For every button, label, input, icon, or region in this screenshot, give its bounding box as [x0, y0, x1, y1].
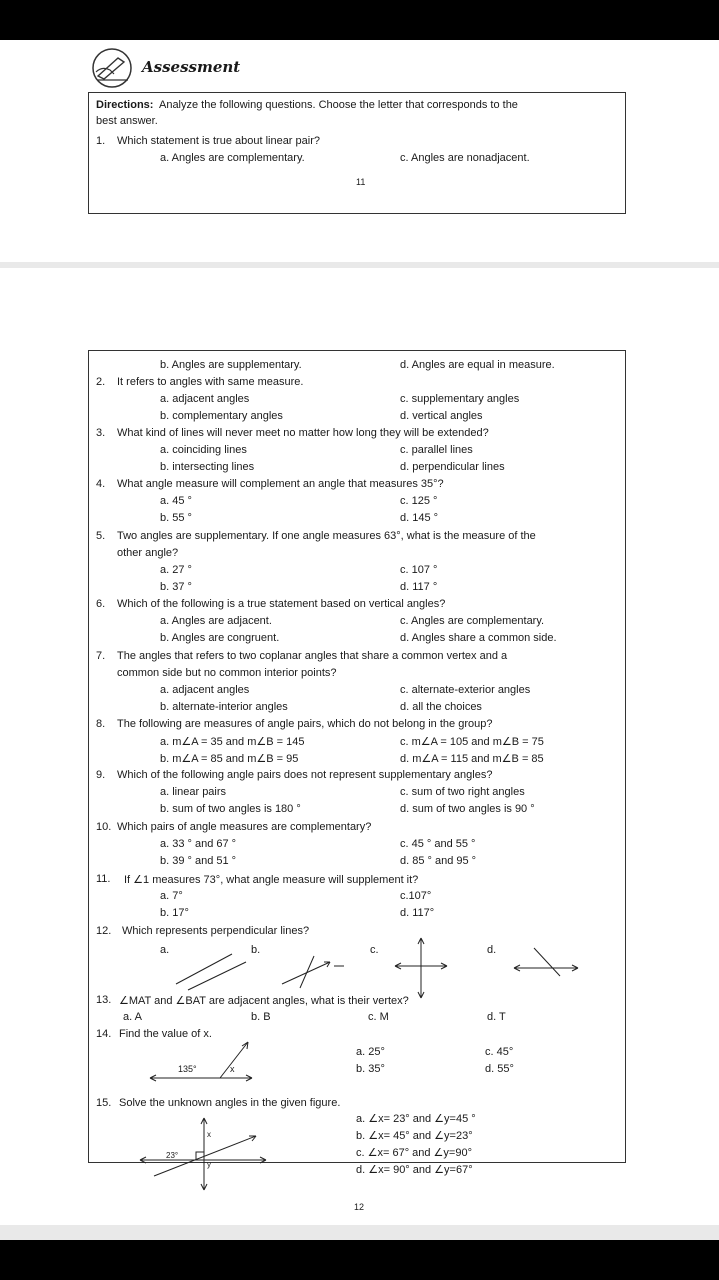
choice-d: d. 55°	[485, 1063, 514, 1075]
choice-c: c.	[370, 944, 379, 956]
question-number: 14.	[96, 1028, 112, 1040]
choice-c: c. m∠A = 105 and m∠B = 75	[400, 736, 544, 748]
choice-c: c. M	[368, 1011, 389, 1023]
choice-b: b. intersecting lines	[160, 461, 255, 473]
choice-a: a. 33 ° and 67 °	[160, 838, 237, 850]
question-text: Which statement is true about linear pair?	[117, 135, 320, 147]
choice-c: c. sum of two right angles	[400, 786, 525, 798]
question-number: 6.	[96, 598, 106, 610]
choice-c: c.107°	[400, 890, 432, 902]
question-text: Two angles are supplementary. If one angle measures 63°, what is the measure of the	[117, 530, 536, 542]
question-text: What kind of lines will never meet no matter how long they will be extended?	[117, 427, 489, 439]
choice-b: b.	[251, 944, 261, 956]
question-text: Which of the following angle pairs does not represent supplementary angles?	[117, 769, 493, 781]
choice-d: d. 117 °	[400, 581, 438, 593]
variable-label: x	[230, 1064, 235, 1074]
question-text: The following are measures of angle pairs, which do not belong in the group?	[117, 718, 493, 730]
choice-b: b. m∠A = 85 and m∠B = 95	[160, 753, 299, 765]
choice-a: a. adjacent angles	[160, 684, 250, 696]
y-label: y	[207, 1160, 211, 1169]
question-number: 1.	[96, 135, 106, 147]
choice-b: b. 17°	[160, 907, 189, 919]
question-number: 2.	[96, 376, 106, 388]
choice-a: a. 7°	[160, 890, 183, 902]
choice-c: c. supplementary angles	[400, 393, 520, 405]
choice-b: b. 35°	[356, 1063, 385, 1075]
choice-a: a. Angles are complementary.	[160, 152, 305, 164]
intersecting-lines-figure	[278, 952, 348, 992]
top-status-bar	[0, 0, 719, 40]
choice-d: d. Angles are equal in measure.	[400, 359, 555, 371]
perpendicular-transversal-figure	[138, 1114, 268, 1194]
choice-a: a. 27 °	[160, 564, 192, 576]
choice-b: b. sum of two angles is 180 °	[160, 803, 301, 815]
choice-b: b. Angles are congruent.	[160, 632, 280, 644]
choice-d: d. vertical angles	[400, 410, 483, 422]
choice-a: a. linear pairs	[160, 786, 227, 798]
choice-d: d. m∠A = 115 and m∠B = 85	[400, 753, 544, 765]
question-number: 12.	[96, 925, 112, 937]
choice-a: a. 45 °	[160, 495, 192, 507]
choice-b: b. 39 ° and 51 °	[160, 855, 237, 867]
question-text-cont: other angle?	[117, 547, 179, 559]
question-text: The angles that refers to two coplanar angles that share a common vertex and a	[117, 650, 508, 662]
angle-label: 23°	[166, 1151, 179, 1160]
choice-d: d. Angles share a common side.	[400, 632, 557, 644]
page-number: 11	[356, 177, 366, 187]
directions-line-1	[96, 99, 518, 111]
choice-a: a. Angles are adjacent.	[160, 615, 272, 627]
question-number: 3.	[96, 427, 106, 439]
choice-c: c. 125 °	[400, 495, 438, 507]
question-text: Which represents perpendicular lines?	[122, 925, 310, 937]
choice-d: d. ∠x= 90° and ∠y=67°	[356, 1164, 473, 1176]
x-label: x	[207, 1130, 211, 1139]
question-text: It refers to angles with same measure.	[117, 376, 304, 388]
choice-a: a. m∠A = 35 and m∠B = 145	[160, 736, 305, 748]
parallel-lines-figure	[172, 948, 252, 992]
angle-label: 135°	[178, 1064, 197, 1074]
choice-b: b. alternate-interior angles	[160, 701, 288, 713]
question-number: 7.	[96, 650, 106, 662]
choice-c: c. Angles are complementary.	[400, 615, 545, 627]
page-11	[0, 40, 719, 262]
question-number: 4.	[96, 478, 106, 490]
question-text: Find the value of x.	[119, 1028, 212, 1040]
pencil-hand-icon	[88, 46, 136, 90]
choice-d: d. perpendicular lines	[400, 461, 505, 473]
choice-a: a. 25°	[356, 1046, 385, 1058]
question-number: 15.	[96, 1097, 112, 1109]
linear-pair-figure	[146, 1038, 256, 1086]
directions-line-2: best answer.	[96, 115, 158, 127]
choice-a: a. A	[123, 1011, 142, 1023]
choice-b: b. Angles are supplementary.	[160, 359, 302, 371]
question-number: 8.	[96, 718, 106, 730]
question-number: 9.	[96, 769, 106, 781]
choice-b: b. 37 °	[160, 581, 192, 593]
choice-a: a. coinciding lines	[160, 444, 247, 456]
choice-d: d.	[487, 944, 497, 956]
choice-b: b. 55 °	[160, 512, 192, 524]
question-number: 5.	[96, 530, 106, 542]
question-text-cont: common side but no common interior points?	[117, 667, 337, 679]
choice-c: c. parallel lines	[400, 444, 473, 456]
choice-d: d. all the choices	[400, 701, 482, 713]
choice-c: c. ∠x= 67° and ∠y=90°	[356, 1147, 472, 1159]
question-number: 11.	[96, 873, 111, 885]
page-number: 12	[354, 1202, 365, 1212]
directions-label: Directions:	[96, 99, 154, 111]
choice-c: c. 45 ° and 55 °	[400, 838, 476, 850]
choice-a: a. ∠x= 23° and ∠y=45 °	[356, 1113, 476, 1125]
question-text: Which pairs of angle measures are complementary?	[117, 821, 372, 833]
directions-text-1: Analyze the following questions. Choose the letter that corresponds to the	[158, 99, 518, 111]
choice-d: d. T	[487, 1011, 506, 1023]
choice-c: c. 45°	[485, 1046, 514, 1058]
choice-b: b. ∠x= 45° and ∠y=23°	[356, 1130, 473, 1142]
page-12	[0, 268, 719, 1225]
question-number: 10.	[96, 821, 112, 833]
perpendicular-lines-figure	[393, 936, 449, 1000]
angle-lines-figure	[512, 944, 582, 978]
choice-a: a. adjacent angles	[160, 393, 250, 405]
question-text: What angle measure will complement an angle that measures 35°?	[117, 478, 444, 490]
choice-b: b. complementary angles	[160, 410, 283, 422]
choice-a: a.	[160, 944, 170, 956]
choice-c: c. Angles are nonadjacent.	[400, 152, 530, 164]
choice-b: b. B	[251, 1011, 271, 1023]
choice-d: d. sum of two angles is 90 °	[400, 803, 535, 815]
choice-d: d. 117°	[400, 907, 435, 919]
question-text: Solve the unknown angles in the given figure.	[119, 1097, 341, 1109]
page-title: Assessment	[142, 58, 241, 76]
question-text: ∠MAT and ∠BAT are adjacent angles, what is their vertex?	[119, 995, 409, 1007]
question-number: 13.	[96, 994, 112, 1006]
choice-c: c. 107 °	[400, 564, 438, 576]
bottom-nav-bar	[0, 1240, 719, 1280]
question-text: Which of the following is a true statement based on vertical angles?	[117, 598, 446, 610]
choice-d: d. 145 °	[400, 512, 439, 524]
choice-d: d. 85 ° and 95 °	[400, 855, 477, 867]
choice-c: c. alternate-exterior angles	[400, 684, 531, 696]
question-text: If ∠1 measures 73°, what angle measure will supplement it?	[124, 874, 419, 886]
